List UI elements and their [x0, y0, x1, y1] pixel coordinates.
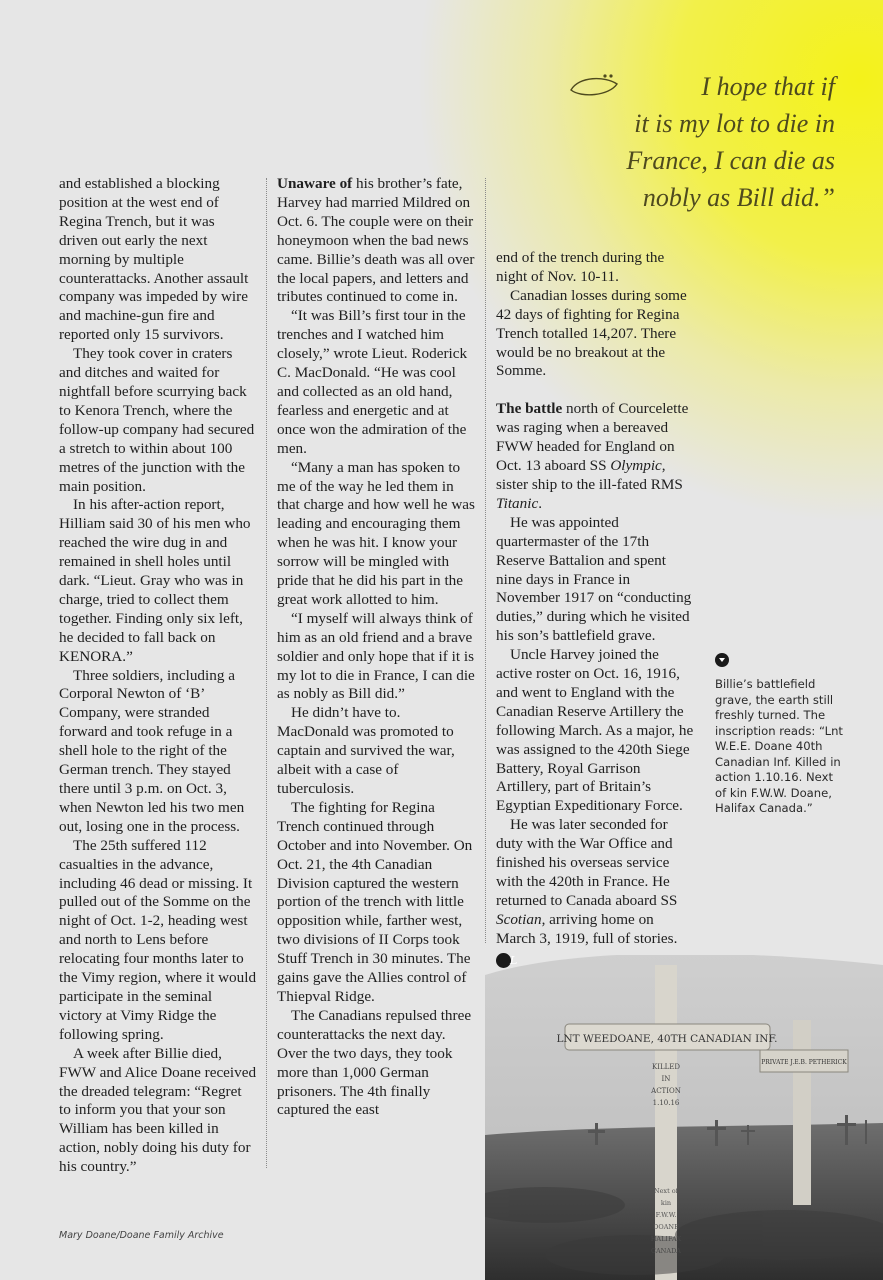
- grave-photo: [485, 955, 883, 1280]
- pull-quote-line: I hope that if: [701, 72, 835, 101]
- paragraph-text: north of Courcelette was raging when a bereaved FWW headed for England on Oct. 13 aboard SS: [496, 400, 689, 475]
- end-mark-icon: L: [496, 953, 511, 968]
- section-lead: Unaware of: [277, 175, 353, 192]
- body-paragraph: The Canadians repulsed three counterattacks the next day. Over the two days, they took more than 1,000 German prisoners. The 4th finally captured the east: [277, 1006, 472, 1119]
- pull-quote: [535, 68, 835, 216]
- right-cross-inscription: PRIVATE J.E.B. PETHERICK: [761, 1059, 847, 1066]
- cross-post-line: KILLED: [651, 1063, 681, 1071]
- paragraph-text: his brother’s fate, Harvey had married Mildred on Oct. 6. The couple were on their honeymoon when the bad news came. Billie’s death was all over the local papers, and letters and tributes continued to come in.: [277, 175, 475, 306]
- quote-mark-icon: [565, 70, 625, 100]
- cross-base-line: kin: [660, 1199, 672, 1207]
- pull-quote-line: France, I can die as: [626, 146, 835, 175]
- cross-base-line: F.W.W.: [655, 1211, 677, 1219]
- body-paragraph: They took cover in craters and ditches and waited for nightfall before scurrying back to Kenora Trench, where the follow-up company had secured a stretch to within about 100 metres of the junction with the main position.: [59, 345, 255, 495]
- body-paragraph: In his after-action report, Hilliam said 30 of his men who reached the wire dug in and remained in shell holes until dark. “Lieut. Gray who was in charge, tried to collect them together. Finding only six left, he decided to fall back on KENORA.”: [59, 496, 251, 665]
- body-paragraph: The 25th suffered 112 casualties in the advance, including 46 dead or missing. It pulled out of the Somme on the night of Oct. 1-2, heading west and north to Lens before relocating four months later to the Vimy region, where it would participate in the seminal victory at Vimy Ridge the following spring.: [59, 836, 257, 1043]
- article-column-2: [277, 175, 475, 1120]
- section-lead: The battle: [496, 400, 563, 418]
- column-divider: [266, 178, 267, 1168]
- article-column-3: [496, 249, 694, 968]
- battlefield-grave-image: [485, 955, 883, 1280]
- paragraph-text: , sister ship to the ill-fated RMS: [496, 457, 683, 493]
- body-paragraph: end of the trench during the night of Nov. 10-11.: [496, 249, 665, 285]
- cross-post-line: IN: [661, 1075, 671, 1083]
- body-paragraph: A week after Billie died, FWW and Alice Doane received the dreaded telegram: “Regret to inform you that your son William has been killed in action, nobly doing his duty for his country.”: [59, 1044, 257, 1176]
- body-paragraph: Uncle Harvey joined the active roster on Oct. 16, 1916, and went to England with the Canadian Reserve Artillery the following March. As a major, he was assigned to the 420th Siege Battery, Royal Garrison Artillery, part of Britain’s Egyptian Expeditionary Force.: [496, 646, 694, 815]
- body-paragraph: The fighting for Regina Trench continued through October and into November. On Oct. 21, the 4th Canadian Division captured the western portion of the trench with little opposition while, farther west, two divisions of II Corps took Stuff Trench in 30 minutes. The gains gave the Allies control of Thiepval Ridge.: [277, 798, 473, 1005]
- cross-base-line: Next of: [653, 1187, 679, 1195]
- cross-post-line: 1.10.16: [652, 1099, 680, 1107]
- down-arrow-icon: [715, 653, 729, 667]
- body-paragraph: [277, 175, 475, 307]
- photo-credit: Mary Doane/Doane Family Archive: [59, 1230, 224, 1241]
- pull-quote-line: nobly as Bill did.”: [642, 183, 835, 212]
- ship-name: Titanic: [496, 494, 539, 512]
- ship-name: Olympic: [610, 457, 662, 475]
- body-paragraph: Canadian losses during some 42 days of fighting for Regina Trench totalled 14,207. There would be no breakout at the Somme.: [496, 286, 687, 380]
- photo-caption: [715, 653, 845, 817]
- ship-name: Scotian: [496, 910, 542, 928]
- body-paragraph: “It was Bill’s first tour in the trenches and I watched him closely,” wrote Lieut. Roderick C. MacDonald. “He was cool and collected as an old hand, fearless and energetic and at once won the admiration of the men.: [277, 307, 468, 457]
- paragraph-text: He was later seconded for duty with the War Office and finished his overseas service with the 420th in France. He returned to Canada aboard SS: [496, 816, 678, 909]
- paragraph-text: , arriving home on March 3, 1919, full of stories.: [496, 910, 678, 947]
- body-paragraph: “I myself will always think of him as an old friend and a brave soldier and only hope that if it is my lot to die in France, I can die as nobly as Bill did.”: [277, 609, 475, 703]
- body-paragraph: and established a blocking position at the west end of Regina Trench, but it was driven out early the next morning by multiple counterattacks. Another assault company was impeded by wire and machine-gun fire and reported only 15 survivors.: [59, 175, 249, 344]
- body-paragraph: [496, 816, 694, 967]
- body-paragraph: He was appointed quartermaster of the 17th Reserve Battalion and spent nine days in France in November 1917 on “conducting duties,” during which he visited his son’s battlefield grave.: [496, 513, 692, 645]
- article-column-1: [59, 175, 257, 1177]
- body-paragraph: He didn’t have to. MacDonald was promoted to captain and survived the war, albeit with a case of tuberculosis.: [277, 704, 455, 797]
- column-divider: [485, 178, 486, 943]
- pull-quote-line: it is my lot to die in: [634, 109, 835, 138]
- cross-base-line: DOANE: [653, 1223, 679, 1231]
- body-paragraph: [496, 400, 694, 513]
- cross-beam-inscription: LNT WEEDOANE, 40TH CANADIAN INF.: [556, 1033, 778, 1045]
- paragraph-text: .: [538, 494, 542, 512]
- cross-post-line: ACTION: [651, 1087, 681, 1095]
- body-paragraph: Three soldiers, including a Corporal Newton of ‘B’ Company, were stranded forward and took refuge in a shell hole to the right of the German trench. They stayed there until 3 p.m. on Oct. 3, when Newton led his two men out, losing one in the process.: [59, 666, 245, 835]
- body-paragraph: “Many a man has spoken to me of the way he led them in that charge and how well he was leading and encouraging them when he was hit. I know your sorrow will be mingled with pride that he did his part in the great work allotted to him.: [277, 458, 475, 608]
- caption-text: Billie’s battlefield grave, the earth still freshly turned. The inscription reads: “Lnt W.E.E. Doane 40th Canadian Inf. Killed in action 1.10.16. Next of kin F.W.W. Doane, Halifax Canada.”: [715, 677, 843, 815]
